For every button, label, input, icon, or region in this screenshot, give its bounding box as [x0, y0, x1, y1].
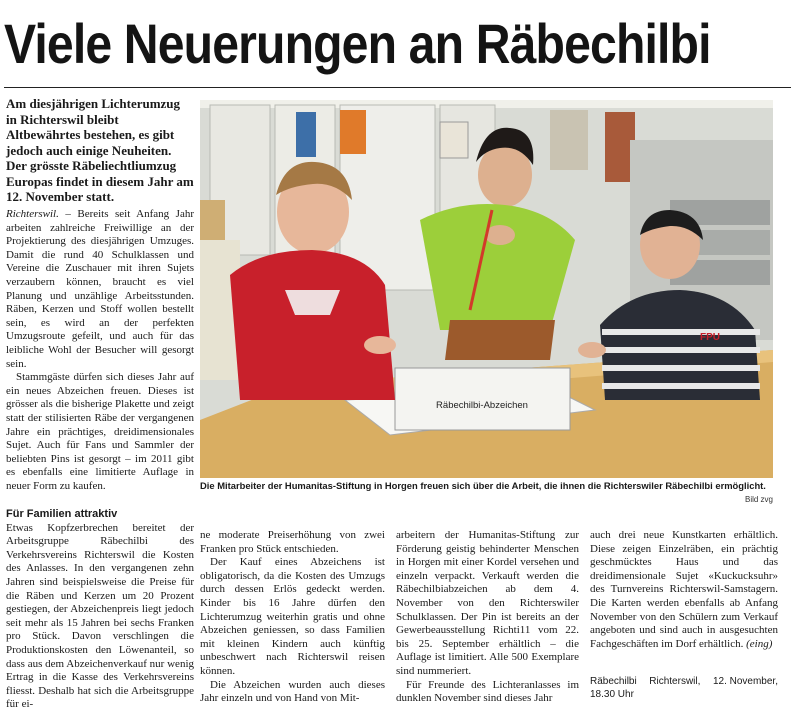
paragraph-8: Für Freunde des Lichteranlasses im dunklen November sind dieses Jahr — [396, 678, 579, 705]
article-column-3 — [396, 529, 579, 706]
paragraph-1 — [6, 208, 194, 371]
event-place: Richterswil, — [649, 676, 701, 687]
paragraph-7: arbeitern der Humanitas-Stiftung zur Förderung geistig behinderter Menschen in Horgen mit einer Kordel versehen und einzeln verpackt. Verkauft werden die Räbechilbiabzeichen ab dem 4. November von den Richterswiler Schulklassen. Der Pin ist bereits an der Gewerbeausstellung Richti11 vom 22. bis 25. September erhältlich – die Auflage ist limitiert. Alle 500 Exemplare sind nummeriert. — [396, 529, 579, 677]
photo-caption: Die Mitarbeiter der Humanitas-Stiftung in Horgen freuen sich über die Arbeit, die ihnen die Richterswiler Räbechilbi ermöglicht. — [200, 480, 766, 491]
dateline-place: Richterswil. — [6, 208, 59, 220]
headline: Viele Neuerungen an Räbechilbi — [4, 12, 711, 75]
photo-illustration — [200, 100, 773, 478]
event-time: 18.30 Uhr — [590, 689, 634, 700]
paragraph-4: ne moderate Preiserhöhung von zwei Franken pro Stück entschieden. — [200, 529, 385, 555]
paragraph-9 — [590, 529, 778, 651]
article-column-1 — [6, 208, 194, 493]
paragraph-6: Die Abzeichen wurden auch dieses Jahr einzeln und von Hand von Mit- — [200, 678, 385, 705]
article-column-1-continued — [6, 506, 194, 712]
shirt-text: FPU — [700, 332, 720, 343]
event-date: 12. November, — [712, 676, 778, 687]
paragraph-3: Etwas Kopfzerbrechen bereitet der Arbeitsgruppe Räbechilbi des Verkehrsvereins Richterswil die Kosten des Anlasses. In den vergangenen zehn Jahren sind beispielsweise die Preise für die Räben und Kerzen um 20 Prozent gestiegen, der Abzeichenpreis liegt jedoch seit mehr als 15 Jahren bei sechs Franken pro Stück. Davon verschlingen die Produktionskosten den Löwenanteil, so dass aus dem Abzeichenverkauf nur wenig Ertrag in die Kasse des Verkehrsvereins fliesst. Deshalb hat sich die Arbeitsgruppe für ei- — [6, 521, 194, 711]
headline-rule — [4, 87, 791, 88]
event-name: Räbechilbi — [590, 676, 637, 687]
article-column-4 — [590, 529, 778, 651]
photo-credit: Bild zvg — [744, 495, 773, 504]
lead-paragraph: Am diesjährigen Lichterumzug in Richterswil bleibt Altbewährtes bestehen, es gibt jedoch auch einige Neuheiten. Der grösste Räbeliechtliumzug Europas findet in diesem Jahr am 12. November statt. — [6, 96, 194, 204]
article-photo — [200, 100, 773, 478]
paragraph-1-text: – Bereits seit Anfang Jahr arbeiten zahlreiche Freiwillige an der Projektierung des diesjährigen Umzuges. Damit die rund 40 Schulklassen und Vereine die Zuschauer mit ihren Sujets verzaubern können, braucht es viel Planung und unzählige Arbeitsstunden. Räben, Kerzen und Stoff wollen bestellt sein, es wird an der perfekten Umzugsroute gefeilt, und auch für das leibliche Wohl der Besucher will gesorgt sein. — [6, 208, 194, 370]
paragraph-5: Der Kauf eines Abzeichens ist obligatorisch, da die Kosten des Umzugs durch dessen Erlös gedeckt werden. Kinder bis 16 Jahre dürfen den Lichterumzug weiterhin gratis und ohne Abzeichen geniessen, so dass Familien mit kleinen Kindern auch künftig unbeschwert nach Richterswil reisen können. — [200, 556, 385, 677]
paragraph-9-text: auch drei neue Kunstkarten erhältlich. Diese zeigen Einzelräben, ein prächtig geschmücktes Haus und das dreidimensionale Sujet «Kuckucksuhr» des Turnvereins Richterswil-Samstagern. Die Karten werden ebenfalls ab Anfang November von den Schülern zum Verkauf angeboten und sind auch in ausgesuchten Fachgeschäften im Dorf erhältlich. — [590, 529, 778, 650]
paragraph-2: Stammgäste dürfen sich dieses Jahr auf ein neues Abzeichen freuen. Dieses ist grösser als die bisherige Plakette und zeigt statt der stilisierten Räbe der vergangenen Jahre ein prächtiges, dreidimensionales Sujet. Auch für Fans und Sammler der beliebten Pins ist gesorgt – im 2011 gibt es ebenfalls eine limitierte Auflage in neuer Form zu kaufen. — [6, 371, 194, 492]
event-info — [590, 675, 778, 701]
author-signature: (eing) — [746, 637, 773, 650]
subheading: Für Familien attraktiv — [6, 508, 118, 520]
box-label: Räbechilbi-Abzeichen — [436, 400, 528, 411]
article-column-2 — [200, 529, 385, 706]
